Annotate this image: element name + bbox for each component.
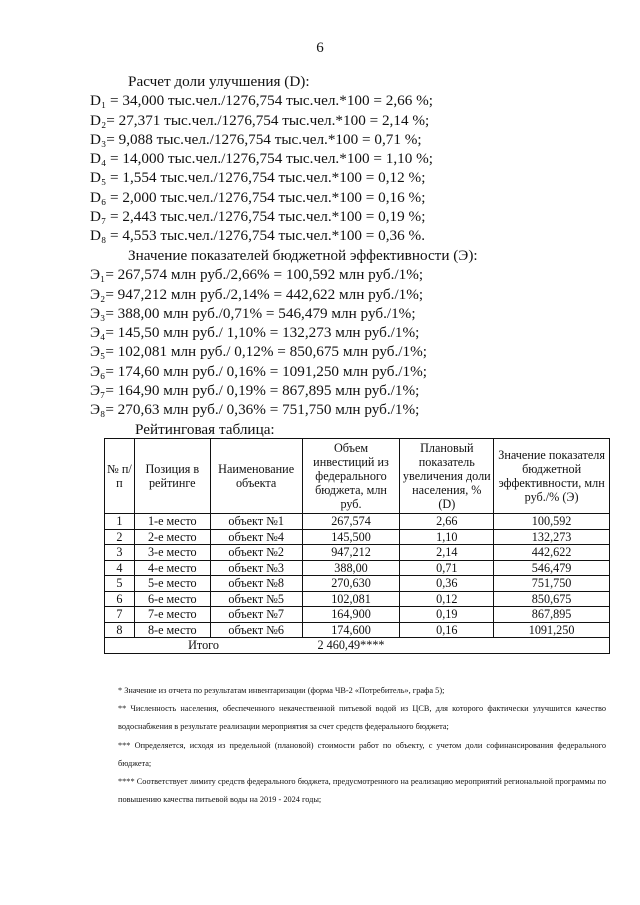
formula-line: Э₂= 947,212 млн руб./2,14% = 442,622 млн руб./1%; bbox=[90, 285, 424, 303]
table-row bbox=[105, 576, 610, 592]
table-cell: 546,479 bbox=[494, 560, 610, 576]
table-cell: объект №6 bbox=[210, 622, 302, 638]
table-cell: 1-е место bbox=[134, 514, 210, 530]
table-cell: 100,592 bbox=[494, 514, 610, 530]
formula-line: Э₈= 270,63 млн руб./ 0,36% = 751,750 млн руб./1%; bbox=[90, 401, 420, 419]
table-cell: 0,12 bbox=[400, 591, 494, 607]
column-header: Позиция в рейтинге bbox=[134, 439, 210, 514]
formula-line: Э₆= 174,60 млн руб./ 0,16% = 1091,250 млн руб./1%; bbox=[90, 362, 427, 380]
table-row bbox=[105, 622, 610, 638]
total-empty-cell bbox=[400, 638, 494, 654]
column-header: Значение показателя бюджетной эффективности, млн руб./% (Э) bbox=[494, 439, 610, 514]
formula-line: Э₅= 102,081 млн руб./ 0,12% = 850,675 млн руб./1%; bbox=[90, 343, 427, 361]
table-row bbox=[105, 529, 610, 545]
table-cell: 4 bbox=[105, 560, 135, 576]
table-cell: 0,71 bbox=[400, 560, 494, 576]
rating-table-caption: Рейтинговая таблица: bbox=[135, 421, 275, 438]
formula-line: D₅ = 1,554 тыс.чел./1276,754 тыс.чел.*100 = 0,12 %; bbox=[90, 169, 426, 187]
efficiency-heading: Значение показателей бюджетной эффективности (Э): bbox=[128, 247, 478, 264]
table-cell: 1091,250 bbox=[494, 622, 610, 638]
total-label: Итого bbox=[105, 638, 303, 654]
formula-line: D₆ = 2,000 тыс.чел./1276,754 тыс.чел.*100 = 0,16 %; bbox=[90, 188, 426, 206]
formula-line: Э₃= 388,00 млн руб./0,71% = 546,479 млн руб./1%; bbox=[90, 304, 416, 322]
table-cell: объект №3 bbox=[210, 560, 302, 576]
table-cell: 947,212 bbox=[302, 545, 400, 561]
table-cell: 442,622 bbox=[494, 545, 610, 561]
table-cell: объект №4 bbox=[210, 529, 302, 545]
column-header: Объем инвестиций из федерального бюджета, млн руб. bbox=[302, 439, 400, 514]
table-cell: 850,675 bbox=[494, 591, 610, 607]
formula-line: D₃= 9,088 тыс.чел./1276,754 тыс.чел.*100 = 0,71 %; bbox=[90, 130, 422, 148]
column-header: № п/п bbox=[105, 439, 135, 514]
table-cell: объект №7 bbox=[210, 607, 302, 623]
table-cell: 102,081 bbox=[302, 591, 400, 607]
rating-table bbox=[104, 438, 610, 654]
table-row bbox=[105, 560, 610, 576]
column-header: Плановый показатель увеличения доли населения, % (D) bbox=[400, 439, 494, 514]
table-cell: объект №5 bbox=[210, 591, 302, 607]
table-cell: 2-е место bbox=[134, 529, 210, 545]
formula-line: Э₄= 145,50 млн руб./ 1,10% = 132,273 млн руб./1%; bbox=[90, 324, 420, 342]
formula-line: D₁ = 34,000 тыс.чел./1276,754 тыс.чел.*100 = 2,66 %; bbox=[90, 92, 434, 110]
formula-line: D₄ = 14,000 тыс.чел./1276,754 тыс.чел.*100 = 1,10 %; bbox=[90, 150, 434, 168]
formula-line: Э₇= 164,90 млн руб./ 0,19% = 867,895 млн руб./1%; bbox=[90, 382, 420, 400]
table-cell: 8 bbox=[105, 622, 135, 638]
footnotes bbox=[118, 682, 606, 809]
table-cell: 145,500 bbox=[302, 529, 400, 545]
table-cell: 4-е место bbox=[134, 560, 210, 576]
formula-line: Э₁= 267,574 млн руб./2,66% = 100,592 млн руб./1%; bbox=[90, 266, 424, 284]
efficiency-calculation bbox=[90, 246, 478, 420]
table-cell: 2,66 bbox=[400, 514, 494, 530]
table-cell: 2 bbox=[105, 529, 135, 545]
table-cell: 3-е место bbox=[134, 545, 210, 561]
formula-line: D₇ = 2,443 тыс.чел./1276,754 тыс.чел.*100 = 0,19 %; bbox=[90, 208, 426, 226]
column-header: Наименование объекта bbox=[210, 439, 302, 514]
table-cell: 174,600 bbox=[302, 622, 400, 638]
table-cell: 5-е место bbox=[134, 576, 210, 592]
improvement-heading: Расчет доли улучшения (D): bbox=[128, 73, 310, 90]
formula-line: D₂= 27,371 тыс.чел./1276,754 тыс.чел.*100 = 2,14 %; bbox=[90, 111, 430, 129]
table-row bbox=[105, 514, 610, 530]
table-cell: объект №1 bbox=[210, 514, 302, 530]
table-cell: 7 bbox=[105, 607, 135, 623]
page-number: 6 bbox=[316, 40, 324, 56]
table-cell: 132,273 bbox=[494, 529, 610, 545]
table-row bbox=[105, 545, 610, 561]
table-header-row bbox=[105, 439, 610, 514]
table-cell: 0,16 bbox=[400, 622, 494, 638]
table-cell: 751,750 bbox=[494, 576, 610, 592]
footnote: **** Соответствует лимиту средств федерального бюджета, предусмотренного на реализацию мероприятий региональной программы по повышению качества питьевой воды на 2019 - 2024 годы; bbox=[118, 777, 606, 805]
table-cell: 1 bbox=[105, 514, 135, 530]
footnote: *** Определяется, исходя из предельной (плановой) стоимости работ по объекту, с учетом доли софинансирования федерального бюджета; bbox=[118, 740, 606, 768]
footnote: ** Численность населения, обеспеченного некачественной питьевой водой из ЦСВ, для которого фактически улучшится качество водоснабжения в результате реализации мероприятия за счет средств федерального бюджета; bbox=[118, 704, 606, 732]
table-cell: 270,630 bbox=[302, 576, 400, 592]
table-row bbox=[105, 591, 610, 607]
footnote: * Значение из отчета по результатам инвентаризации (форма ЧВ-2 «Потребитель», графа 5); bbox=[118, 686, 445, 695]
improvement-calculation bbox=[90, 72, 433, 246]
table-cell: объект №8 bbox=[210, 576, 302, 592]
total-value: 2 460,49**** bbox=[302, 638, 400, 654]
table-cell: 8-е место bbox=[134, 622, 210, 638]
table-cell: 0,19 bbox=[400, 607, 494, 623]
table-cell: 388,00 bbox=[302, 560, 400, 576]
table-cell: 867,895 bbox=[494, 607, 610, 623]
table-total-row bbox=[105, 638, 610, 654]
table-cell: 3 bbox=[105, 545, 135, 561]
table-row bbox=[105, 607, 610, 623]
table-cell: 267,574 bbox=[302, 514, 400, 530]
table-cell: 6 bbox=[105, 591, 135, 607]
table-cell: объект №2 bbox=[210, 545, 302, 561]
table-cell: 7-е место bbox=[134, 607, 210, 623]
table-cell: 6-е место bbox=[134, 591, 210, 607]
table-cell: 2,14 bbox=[400, 545, 494, 561]
table-cell: 1,10 bbox=[400, 529, 494, 545]
table-cell: 164,900 bbox=[302, 607, 400, 623]
total-empty-cell bbox=[494, 638, 610, 654]
formula-line: D₈ = 4,553 тыс.чел./1276,754 тыс.чел.*100 = 0,36 %. bbox=[90, 227, 425, 245]
table-cell: 5 bbox=[105, 576, 135, 592]
table-cell: 0,36 bbox=[400, 576, 494, 592]
